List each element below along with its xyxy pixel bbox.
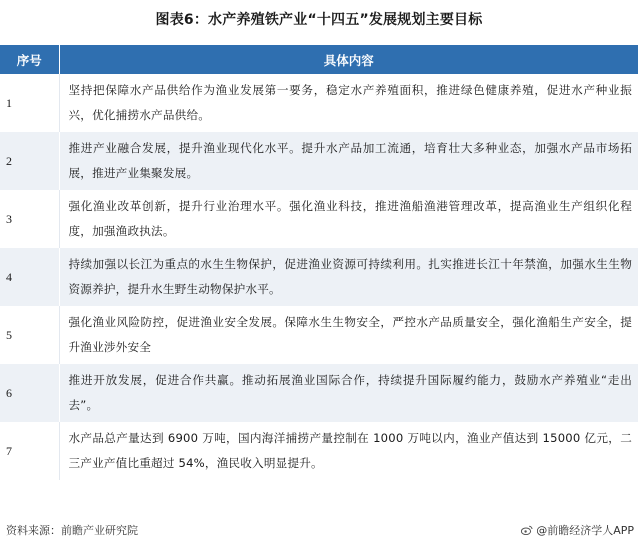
brand-label: @前瞻经济学人APP (536, 524, 634, 537)
table-header-row (0, 45, 638, 74)
table-row (0, 306, 638, 364)
row-number: 1 (0, 74, 59, 132)
row-content: 强化渔业风险防控，促进渔业安全发展。保障水生生物安全，严控水产品质量安全，强化渔船生产安全，提升渔业涉外安全 (68, 315, 632, 354)
row-content: 坚持把保障水产品供给作为渔业发展第一要务，稳定水产养殖面积，推进绿色健康养殖，促进水产种业振兴，优化捕捞水产品供给。 (68, 83, 632, 122)
row-number: 3 (0, 190, 59, 248)
row-content: 持续加强以长江为重点的水生生物保护，促进渔业资源可持续利用。扎实推进长江十年禁渔，加强水生生物资源养护，提升水生野生动物保护水平。 (68, 257, 632, 296)
row-number: 2 (0, 132, 59, 190)
header-content: 具体内容 (323, 52, 374, 68)
row-number: 7 (0, 422, 59, 480)
row-number: 6 (0, 364, 59, 422)
footer (0, 519, 638, 539)
row-content: 推进产业融合发展，提升渔业现代化水平。提升水产品加工流通，培育壮大多种业态，加强水产品市场拓展，推进产业集聚发展。 (68, 141, 632, 180)
brand-credit (521, 522, 634, 538)
row-content: 推进开放发展，促进合作共赢。推动拓展渔业国际合作，持续提升国际履约能力，鼓励水产养殖业“走出去”。 (68, 373, 632, 412)
row-content: 水产品总产量达到 6900 万吨，国内海洋捕捞产量控制在 1000 万吨以内，渔业产值达到 15000 亿元，二三产业产值比重超过 54%，渔民收入明显提升。 (68, 431, 632, 470)
table-row (0, 422, 638, 480)
header-no: 序号 (0, 45, 59, 74)
source-note: 资料来源：前瞻产业研究院 (6, 524, 138, 537)
row-number: 5 (0, 306, 59, 364)
table-row (0, 248, 638, 306)
weibo-icon (521, 525, 533, 535)
table-row (0, 190, 638, 248)
table-row (0, 132, 638, 190)
table-row (0, 364, 638, 422)
chart-title: 图表6：水产养殖铁产业“十四五”发展规划主要目标 (155, 12, 483, 28)
row-content: 强化渔业改革创新，提升行业治理水平。强化渔业科技，推进渔船渔港管理改革，提高渔业生产组织化程度，加强渔政执法。 (68, 199, 632, 238)
table-row (0, 74, 638, 132)
row-number: 4 (0, 248, 59, 306)
targets-table (0, 45, 638, 480)
